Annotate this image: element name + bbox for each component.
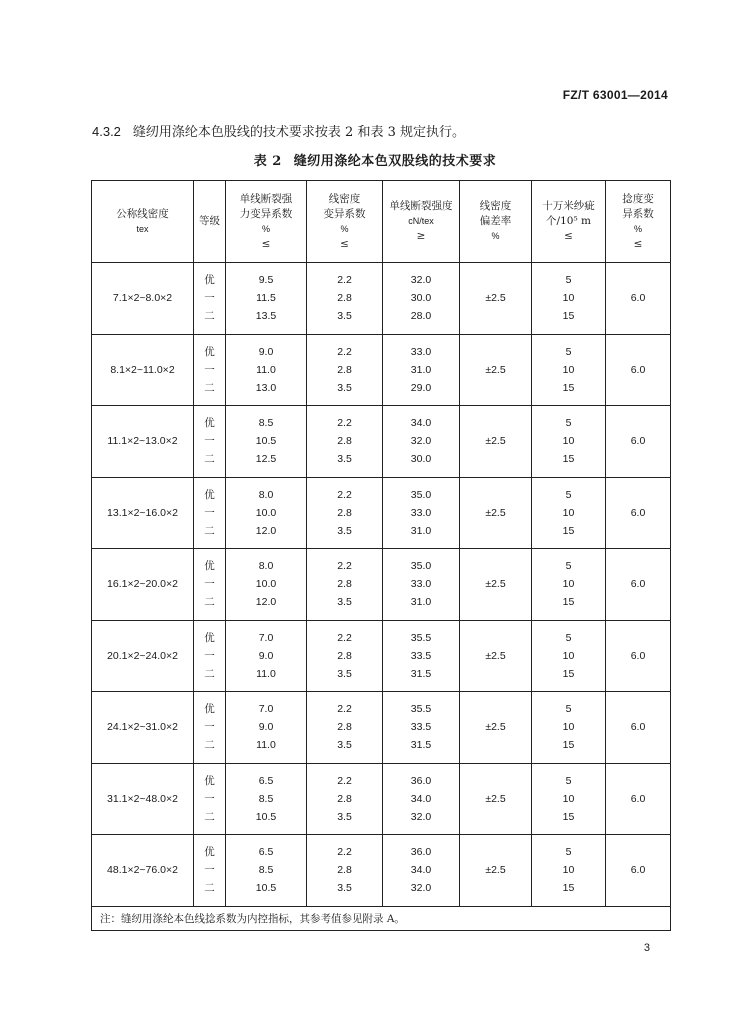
tenacity-value: 32.0 — [410, 274, 432, 287]
cv-twist-value: 6.0 — [630, 792, 646, 805]
yarn-faults-cell — [532, 406, 606, 478]
density-value: 48.1×2~76.0×2 — [107, 864, 178, 877]
cv-density-cell — [307, 263, 383, 335]
cv-strength-value: 8.5 — [258, 792, 274, 805]
cv-density-value: 2.8 — [337, 721, 352, 734]
cv-strength-value: 10.5 — [255, 882, 277, 895]
cv-strength-value: 8.0 — [258, 560, 274, 573]
cv-strength-value: 8.5 — [258, 417, 274, 430]
density-value: 13.1×2~16.0×2 — [107, 506, 178, 519]
table-row — [92, 334, 671, 406]
density-cell — [92, 763, 194, 835]
cv-strength-value: 11.0 — [256, 363, 276, 376]
table-row — [92, 263, 671, 335]
cv-strength-value: 6.5 — [258, 774, 274, 787]
yarn-faults-cell — [532, 692, 606, 764]
tenacity-cell — [383, 835, 460, 907]
grade-value: 优 — [204, 488, 215, 501]
yarn-faults-value: 5 — [565, 774, 572, 787]
grade-value: 优 — [204, 560, 215, 573]
cv-twist-value: 6.0 — [630, 506, 646, 519]
density-value: 31.1×2~48.0×2 — [107, 792, 178, 805]
cv-density-cell — [307, 835, 383, 907]
cv-density-value: 2.8 — [337, 292, 352, 305]
grade-value: 优 — [204, 703, 215, 716]
yarn-faults-value: 10 — [562, 292, 575, 305]
table-caption-number: 表 2 — [253, 154, 282, 169]
tenacity-value: 33.5 — [410, 721, 432, 734]
tenacity-value: 36.0 — [410, 774, 432, 787]
cv-strength-value: 13.0 — [255, 381, 277, 394]
cv-density-value: 2.2 — [337, 703, 352, 716]
density-cell — [92, 549, 194, 621]
yarn-faults-value: 5 — [565, 631, 572, 644]
grade-value: 一 — [204, 292, 215, 305]
cv-strength-cell — [226, 763, 307, 835]
tenacity-value: 32.0 — [410, 435, 432, 448]
tenacity-cell — [383, 549, 460, 621]
cv-density-cell — [307, 692, 383, 764]
cv-strength-value: 9.5 — [258, 274, 274, 287]
cv-strength-value: 12.0 — [255, 596, 277, 609]
yarn-faults-cell — [532, 835, 606, 907]
twist-deviation-value: ±2.5 — [485, 792, 506, 805]
cv-twist-value: 6.0 — [630, 292, 646, 305]
grade-value: 二 — [204, 381, 215, 394]
tenacity-value: 35.0 — [410, 488, 432, 501]
twist-deviation-value: ±2.5 — [485, 578, 506, 591]
spec-table — [91, 180, 671, 931]
yarn-faults-value: 5 — [565, 345, 572, 358]
table-row — [92, 692, 671, 764]
yarn-faults-cell — [532, 620, 606, 692]
yarn-faults-value: 15 — [562, 667, 575, 680]
density-cell — [92, 692, 194, 764]
cv-strength-value: 8.0 — [258, 488, 274, 501]
cv-twist-cell — [606, 477, 671, 549]
yarn-faults-cell — [532, 263, 606, 335]
tenacity-value: 33.0 — [410, 578, 432, 591]
density-cell — [92, 835, 194, 907]
cv-strength-value: 9.0 — [258, 649, 274, 662]
cv-density-value: 2.8 — [337, 792, 352, 805]
grade-value: 优 — [204, 417, 215, 430]
cv-density-value: 3.5 — [337, 453, 352, 466]
yarn-faults-value: 5 — [565, 846, 572, 859]
tenacity-value: 28.0 — [410, 310, 432, 323]
header-cv-density: 线密度 变异系数 % ≤ — [307, 181, 383, 263]
cv-density-value: 2.8 — [337, 649, 352, 662]
twist-deviation-cell — [460, 334, 532, 406]
table-caption — [0, 150, 750, 169]
cv-strength-cell — [226, 263, 307, 335]
cv-density-cell — [307, 334, 383, 406]
twist-deviation-value: ±2.5 — [485, 721, 506, 734]
cv-strength-value: 11.0 — [256, 739, 276, 752]
cv-strength-value: 10.0 — [255, 578, 277, 591]
twist-deviation-cell — [460, 477, 532, 549]
yarn-faults-value: 5 — [565, 703, 572, 716]
cv-twist-cell — [606, 763, 671, 835]
table-row — [92, 620, 671, 692]
cv-density-value: 3.5 — [337, 381, 352, 394]
cv-twist-value: 6.0 — [630, 435, 646, 448]
grade-cell — [194, 477, 226, 549]
grade-value: 一 — [204, 363, 215, 376]
table-note-row — [92, 906, 671, 930]
yarn-faults-value: 15 — [562, 810, 575, 823]
cv-density-value: 2.2 — [337, 560, 352, 573]
twist-deviation-cell — [460, 835, 532, 907]
cv-strength-value: 9.0 — [258, 345, 274, 358]
tenacity-value: 29.0 — [410, 381, 432, 394]
cv-density-value: 3.5 — [337, 524, 352, 537]
cv-density-value: 3.5 — [337, 596, 352, 609]
density-value: 16.1×2~20.0×2 — [107, 578, 178, 591]
grade-value: 一 — [204, 792, 215, 805]
density-value: 8.1×2~11.0×2 — [110, 363, 175, 376]
grade-value: 一 — [204, 435, 215, 448]
twist-deviation-value: ±2.5 — [485, 363, 506, 376]
grade-value: 一 — [204, 506, 215, 519]
page-number: 3 — [643, 942, 650, 954]
cv-strength-cell — [226, 477, 307, 549]
cv-density-value: 2.8 — [337, 363, 352, 376]
cv-strength-value: 10.0 — [255, 506, 277, 519]
yarn-faults-value: 15 — [562, 453, 575, 466]
density-value: 11.1×2~13.0×2 — [107, 435, 178, 448]
cv-density-cell — [307, 763, 383, 835]
cv-density-value: 2.2 — [337, 417, 352, 430]
yarn-faults-value: 10 — [562, 506, 575, 519]
grade-cell — [194, 406, 226, 478]
grade-cell — [194, 549, 226, 621]
cv-density-cell — [307, 549, 383, 621]
grade-value: 一 — [204, 721, 215, 734]
cv-density-value: 3.5 — [337, 667, 352, 680]
tenacity-value: 35.5 — [410, 703, 432, 716]
yarn-faults-value: 10 — [562, 721, 575, 734]
tenacity-value: 32.0 — [410, 810, 432, 823]
yarn-faults-value: 5 — [565, 417, 572, 430]
yarn-faults-value: 10 — [562, 363, 575, 376]
yarn-faults-value: 10 — [562, 578, 575, 591]
tenacity-cell — [383, 406, 460, 478]
density-value: 24.1×2~31.0×2 — [107, 721, 178, 734]
yarn-faults-value: 5 — [565, 274, 572, 287]
grade-value: 优 — [204, 274, 215, 287]
tenacity-value: 30.0 — [410, 453, 432, 466]
header-cv-twist: 捻度变 异系数 % ≤ — [606, 181, 671, 263]
cv-strength-value: 9.0 — [258, 721, 274, 734]
grade-value: 二 — [204, 453, 215, 466]
cv-strength-value: 7.0 — [258, 631, 274, 644]
cv-density-value: 2.2 — [337, 345, 352, 358]
density-cell — [92, 334, 194, 406]
tenacity-cell — [383, 477, 460, 549]
header-twist-deviation: 线密度 偏差率 % — [460, 181, 532, 263]
header-yarn-faults: 十万米纱疵 个/10⁵ m ≤ — [532, 181, 606, 263]
tenacity-value: 36.0 — [410, 846, 432, 859]
tenacity-cell — [383, 692, 460, 764]
cv-twist-cell — [606, 406, 671, 478]
yarn-faults-cell — [532, 763, 606, 835]
cv-density-value: 2.2 — [337, 846, 352, 859]
density-cell — [92, 620, 194, 692]
cv-twist-value: 6.0 — [630, 578, 646, 591]
cv-density-value: 3.5 — [337, 882, 352, 895]
twist-deviation-value: ±2.5 — [485, 506, 506, 519]
clause-number: 4.3.2 — [92, 124, 121, 139]
yarn-faults-value: 15 — [562, 882, 575, 895]
tenacity-value: 31.5 — [410, 667, 432, 680]
cv-strength-cell — [226, 549, 307, 621]
cv-strength-value: 6.5 — [258, 846, 274, 859]
cv-density-value: 2.8 — [337, 435, 352, 448]
cv-twist-cell — [606, 549, 671, 621]
cv-twist-cell — [606, 620, 671, 692]
grade-value: 二 — [204, 882, 215, 895]
density-cell — [92, 406, 194, 478]
cv-density-value: 3.5 — [337, 310, 352, 323]
cv-density-cell — [307, 620, 383, 692]
clause-text: 缝纫用涤纶本色股线的技术要求按表 2 和表 3 规定执行。 — [132, 125, 465, 140]
table-caption-title: 缝纫用涤纶本色双股线的技术要求 — [293, 154, 497, 169]
table-body — [92, 263, 671, 931]
header-grade: 等级 — [194, 181, 226, 263]
yarn-faults-value: 10 — [562, 435, 575, 448]
grade-value: 一 — [204, 864, 215, 877]
tenacity-value: 31.0 — [410, 596, 432, 609]
table-row — [92, 763, 671, 835]
cv-density-value: 3.5 — [337, 739, 352, 752]
grade-cell — [194, 835, 226, 907]
twist-deviation-value: ±2.5 — [485, 435, 506, 448]
tenacity-value: 34.0 — [410, 417, 432, 430]
grade-cell — [194, 692, 226, 764]
tenacity-cell — [383, 334, 460, 406]
grade-value: 优 — [204, 631, 215, 644]
cv-strength-value: 10.5 — [255, 810, 277, 823]
cv-strength-cell — [226, 620, 307, 692]
yarn-faults-value: 10 — [562, 792, 575, 805]
cv-strength-cell — [226, 692, 307, 764]
yarn-faults-cell — [532, 334, 606, 406]
tenacity-value: 32.0 — [410, 882, 432, 895]
tenacity-value: 31.5 — [410, 739, 432, 752]
cv-twist-cell — [606, 835, 671, 907]
tenacity-cell — [383, 263, 460, 335]
cv-density-value: 2.2 — [337, 488, 352, 501]
cv-twist-cell — [606, 263, 671, 335]
grade-value: 优 — [204, 774, 215, 787]
cv-density-value: 2.2 — [337, 274, 352, 287]
grade-value: 二 — [204, 596, 215, 609]
tenacity-value: 35.0 — [410, 560, 432, 573]
density-cell — [92, 477, 194, 549]
cv-density-value: 2.2 — [337, 774, 352, 787]
yarn-faults-cell — [532, 477, 606, 549]
yarn-faults-value: 10 — [562, 864, 575, 877]
table-row — [92, 406, 671, 478]
table-header-row — [92, 181, 671, 263]
cv-twist-value: 6.0 — [630, 363, 646, 376]
yarn-faults-value: 15 — [562, 524, 575, 537]
yarn-faults-cell — [532, 549, 606, 621]
grade-value: 二 — [204, 667, 215, 680]
grade-value: 二 — [204, 739, 215, 752]
cv-strength-value: 12.0 — [255, 524, 277, 537]
cv-twist-value: 6.0 — [630, 864, 646, 877]
grade-value: 二 — [204, 310, 215, 323]
header-density: 公称线密度 tex — [92, 181, 194, 263]
yarn-faults-value: 15 — [562, 739, 575, 752]
twist-deviation-cell — [460, 620, 532, 692]
cv-strength-value: 10.5 — [255, 435, 277, 448]
table-row — [92, 549, 671, 621]
table-note: 注：缝纫用涤纶本色线捻系数为内控指标，其参考值参见附录 A。 — [92, 906, 671, 930]
cv-density-value: 3.5 — [337, 810, 352, 823]
cv-twist-cell — [606, 692, 671, 764]
cv-strength-value: 7.0 — [258, 703, 274, 716]
cv-strength-cell — [226, 406, 307, 478]
yarn-faults-value: 15 — [562, 310, 575, 323]
cv-twist-cell — [606, 334, 671, 406]
grade-cell — [194, 334, 226, 406]
tenacity-value: 33.5 — [410, 649, 432, 662]
tenacity-cell — [383, 763, 460, 835]
grade-value: 优 — [204, 846, 215, 859]
yarn-faults-value: 10 — [562, 649, 575, 662]
grade-cell — [194, 263, 226, 335]
grade-value: 二 — [204, 524, 215, 537]
yarn-faults-value: 5 — [565, 560, 572, 573]
cv-density-value: 2.8 — [337, 578, 352, 591]
cv-strength-value: 11.5 — [256, 292, 276, 305]
tenacity-value: 31.0 — [410, 524, 432, 537]
grade-value: 一 — [204, 578, 215, 591]
tenacity-value: 33.0 — [410, 506, 432, 519]
cv-density-value: 2.2 — [337, 631, 352, 644]
tenacity-value: 34.0 — [410, 792, 432, 805]
cv-strength-cell — [226, 334, 307, 406]
cv-density-value: 2.8 — [337, 864, 352, 877]
standard-code: FZ/T 63001—2014 — [562, 88, 668, 102]
cv-density-value: 2.8 — [337, 506, 352, 519]
table-row — [92, 477, 671, 549]
tenacity-value: 31.0 — [410, 363, 432, 376]
twist-deviation-cell — [460, 692, 532, 764]
twist-deviation-cell — [460, 549, 532, 621]
yarn-faults-value: 5 — [565, 488, 572, 501]
cv-strength-value: 11.0 — [256, 667, 276, 680]
grade-value: 一 — [204, 649, 215, 662]
twist-deviation-value: ±2.5 — [485, 864, 506, 877]
header-tenacity: 单线断裂强度 cN/tex ≥ — [383, 181, 460, 263]
tenacity-value: 35.5 — [410, 631, 432, 644]
cv-strength-value: 8.5 — [258, 864, 274, 877]
cv-strength-value: 13.5 — [255, 310, 277, 323]
tenacity-cell — [383, 620, 460, 692]
yarn-faults-value: 15 — [562, 596, 575, 609]
tenacity-value: 34.0 — [410, 864, 432, 877]
clause-paragraph — [92, 121, 465, 140]
tenacity-value: 33.0 — [410, 345, 432, 358]
twist-deviation-cell — [460, 763, 532, 835]
cv-twist-value: 6.0 — [630, 649, 646, 662]
grade-value: 优 — [204, 345, 215, 358]
twist-deviation-value: ±2.5 — [485, 649, 506, 662]
density-value: 20.1×2~24.0×2 — [107, 649, 178, 662]
yarn-faults-value: 15 — [562, 381, 575, 394]
density-cell — [92, 263, 194, 335]
cv-density-cell — [307, 406, 383, 478]
cv-twist-value: 6.0 — [630, 721, 646, 734]
header-cv-strength: 单线断裂强 力变异系数 % ≤ — [226, 181, 307, 263]
grade-cell — [194, 620, 226, 692]
cv-strength-cell — [226, 835, 307, 907]
tenacity-value: 30.0 — [410, 292, 432, 305]
grade-value: 二 — [204, 810, 215, 823]
twist-deviation-cell — [460, 406, 532, 478]
cv-density-cell — [307, 477, 383, 549]
table-row — [92, 835, 671, 907]
grade-cell — [194, 763, 226, 835]
cv-strength-value: 12.5 — [255, 453, 277, 466]
twist-deviation-value: ±2.5 — [485, 292, 506, 305]
twist-deviation-cell — [460, 263, 532, 335]
density-value: 7.1×2~8.0×2 — [112, 292, 173, 305]
